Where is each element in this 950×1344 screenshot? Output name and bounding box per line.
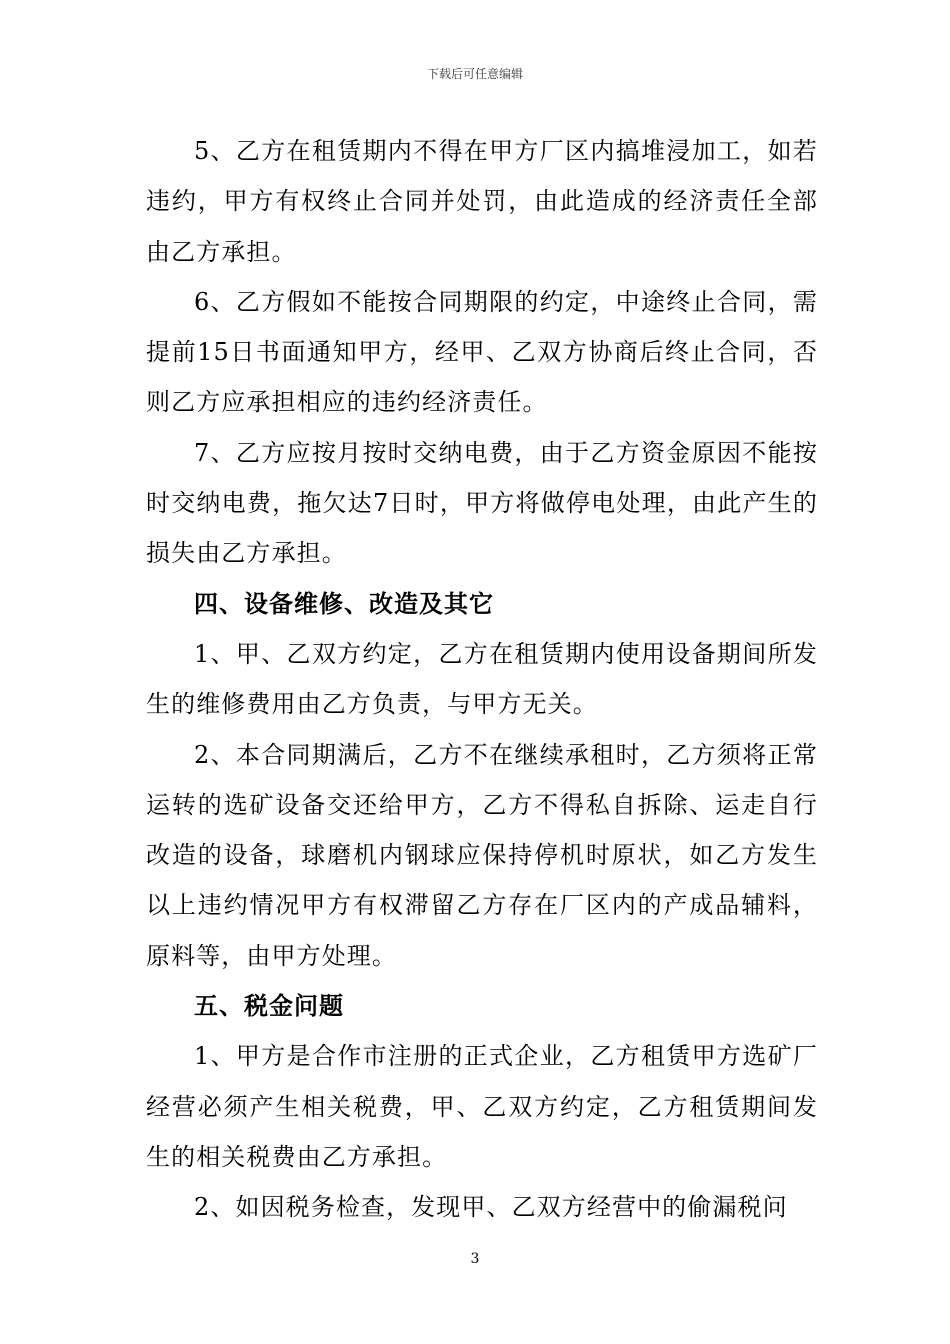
section-5-clause-2: 2、如因税务检查，发现甲、乙双方经营中的偷漏税问 [194, 1193, 788, 1222]
section-heading-5: 五、税金问题 [194, 992, 344, 1021]
clause-5: 5、乙方在租赁期内不得在甲方厂区内搞堆浸加工，如若违约，甲方有权终止合同并处罚，由此造成的经济责任全部由乙方承担。 [146, 137, 818, 266]
page-header: 下载后可任意编辑 [426, 67, 523, 81]
section-heading-4: 四、设备维修、改造及其它 [194, 589, 494, 618]
section-4-clause-2: 2、本合同期满后，乙方不在继续承租时，乙方须将正常运转的选矿设备交还给甲方，乙方不得私自拆除、运走自行改造的设备，球磨机内钢球应保持停机时原状，如乙方发生以上违约情况甲方有权滞留乙方存在厂区内的产成品辅料，原料等，由甲方处理。 [146, 740, 818, 970]
page-number: 3 [470, 1251, 480, 1267]
clause-7: 7、乙方应按月按时交纳电费，由于乙方资金原因不能按时交纳电费，拖欠达7日时，甲方将做停电处理，由此产生的损失由乙方承担。 [146, 438, 818, 568]
section-5-clause-1: 1、甲方是合作市注册的正式企业，乙方租赁甲方选矿厂经营必须产生相关税费，甲、乙双方约定，乙方租赁期间发生的相关税费由乙方承担。 [146, 1042, 818, 1171]
section-4-clause-1: 1、甲、乙双方约定，乙方在租赁期内使用设备期间所发生的维修费用由乙方负责，与甲方无关。 [146, 639, 818, 719]
document-body [146, 126, 818, 1233]
clause-6: 6、乙方假如不能按合同期限的约定，中途终止合同，需提前15日书面通知甲方，经甲、乙双方协商后终止合同，否则乙方应承担相应的违约经济责任。 [146, 287, 818, 417]
